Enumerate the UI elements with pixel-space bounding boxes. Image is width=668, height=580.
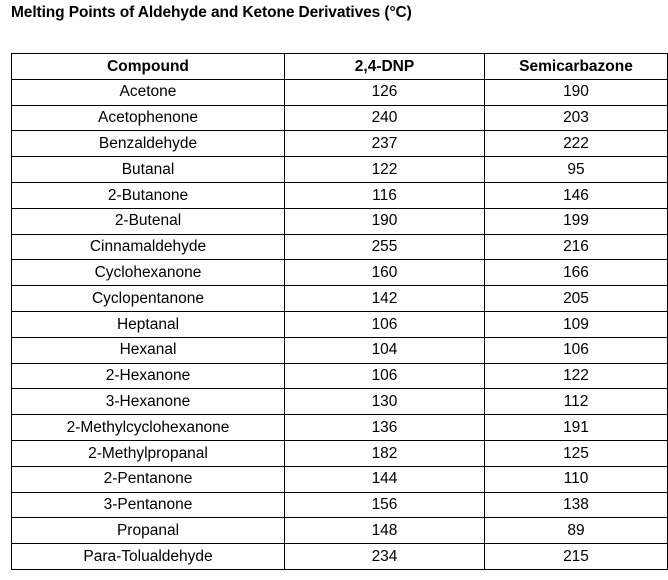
semicarbazone-cell: 199 [485,208,668,234]
dnp-cell: 136 [285,415,485,441]
compound-cell: Heptanal [12,311,285,337]
table-row [12,440,668,466]
column-header-semicarbazone: Semicarbazone [485,54,668,80]
table-row [12,260,668,286]
compound-cell: Acetone [12,79,285,105]
compound-cell: Acetophenone [12,105,285,131]
compound-cell: Cyclohexanone [12,260,285,286]
semicarbazone-cell: 190 [485,79,668,105]
compound-cell: Butanal [12,157,285,183]
compound-cell: Hexanal [12,337,285,363]
dnp-cell: 234 [285,544,485,570]
table-row [12,544,668,570]
compound-cell: 2-Methylcyclohexanone [12,415,285,441]
dnp-cell: 160 [285,260,485,286]
table-header-row [12,54,668,80]
semicarbazone-cell: 203 [485,105,668,131]
compound-cell: 2-Pentanone [12,466,285,492]
table-row [12,286,668,312]
compound-cell: Cyclopentanone [12,286,285,312]
dnp-cell: 144 [285,466,485,492]
dnp-cell: 142 [285,286,485,312]
table-row [12,234,668,260]
dnp-cell: 126 [285,79,485,105]
dnp-cell: 106 [285,311,485,337]
semicarbazone-cell: 191 [485,415,668,441]
table-row [12,363,668,389]
table-row [12,311,668,337]
column-header-dnp: 2,4-DNP [285,54,485,80]
compound-cell: Benzaldehyde [12,131,285,157]
table-row [12,182,668,208]
semicarbazone-cell: 146 [485,182,668,208]
dnp-cell: 182 [285,440,485,466]
dnp-cell: 104 [285,337,485,363]
table-row [12,157,668,183]
column-header-compound: Compound [12,54,285,80]
compound-cell: 2-Butenal [12,208,285,234]
compound-cell: 3-Hexanone [12,389,285,415]
semicarbazone-cell: 95 [485,157,668,183]
semicarbazone-cell: 205 [485,286,668,312]
dnp-cell: 130 [285,389,485,415]
dnp-cell: 190 [285,208,485,234]
dnp-cell: 156 [285,492,485,518]
semicarbazone-cell: 216 [485,234,668,260]
dnp-cell: 255 [285,234,485,260]
dnp-cell: 122 [285,157,485,183]
semicarbazone-cell: 215 [485,544,668,570]
compound-cell: 2-Hexanone [12,363,285,389]
table-row [12,389,668,415]
semicarbazone-cell: 109 [485,311,668,337]
dnp-cell: 116 [285,182,485,208]
dnp-cell: 237 [285,131,485,157]
dnp-cell: 240 [285,105,485,131]
compound-cell: 2-Butanone [12,182,285,208]
compound-cell: 2-Methylpropanal [12,440,285,466]
semicarbazone-cell: 89 [485,518,668,544]
document-title: Melting Points of Aldehyde and Ketone Derivatives (°C) [11,4,412,21]
semicarbazone-cell: 112 [485,389,668,415]
dnp-cell: 106 [285,363,485,389]
semicarbazone-cell: 110 [485,466,668,492]
compound-cell: Cinnamaldehyde [12,234,285,260]
table-body [12,79,668,569]
compound-cell: Propanal [12,518,285,544]
semicarbazone-cell: 125 [485,440,668,466]
dnp-cell: 148 [285,518,485,544]
table-row [12,518,668,544]
table-row [12,492,668,518]
semicarbazone-cell: 138 [485,492,668,518]
melting-points-table [11,53,668,570]
table-row [12,415,668,441]
table-row [12,466,668,492]
table-row [12,337,668,363]
compound-cell: 3-Pentanone [12,492,285,518]
semicarbazone-cell: 122 [485,363,668,389]
compound-cell: Para-Tolualdehyde [12,544,285,570]
semicarbazone-cell: 222 [485,131,668,157]
semicarbazone-cell: 166 [485,260,668,286]
table-row [12,105,668,131]
table-row [12,131,668,157]
table-row [12,208,668,234]
semicarbazone-cell: 106 [485,337,668,363]
table-row [12,79,668,105]
